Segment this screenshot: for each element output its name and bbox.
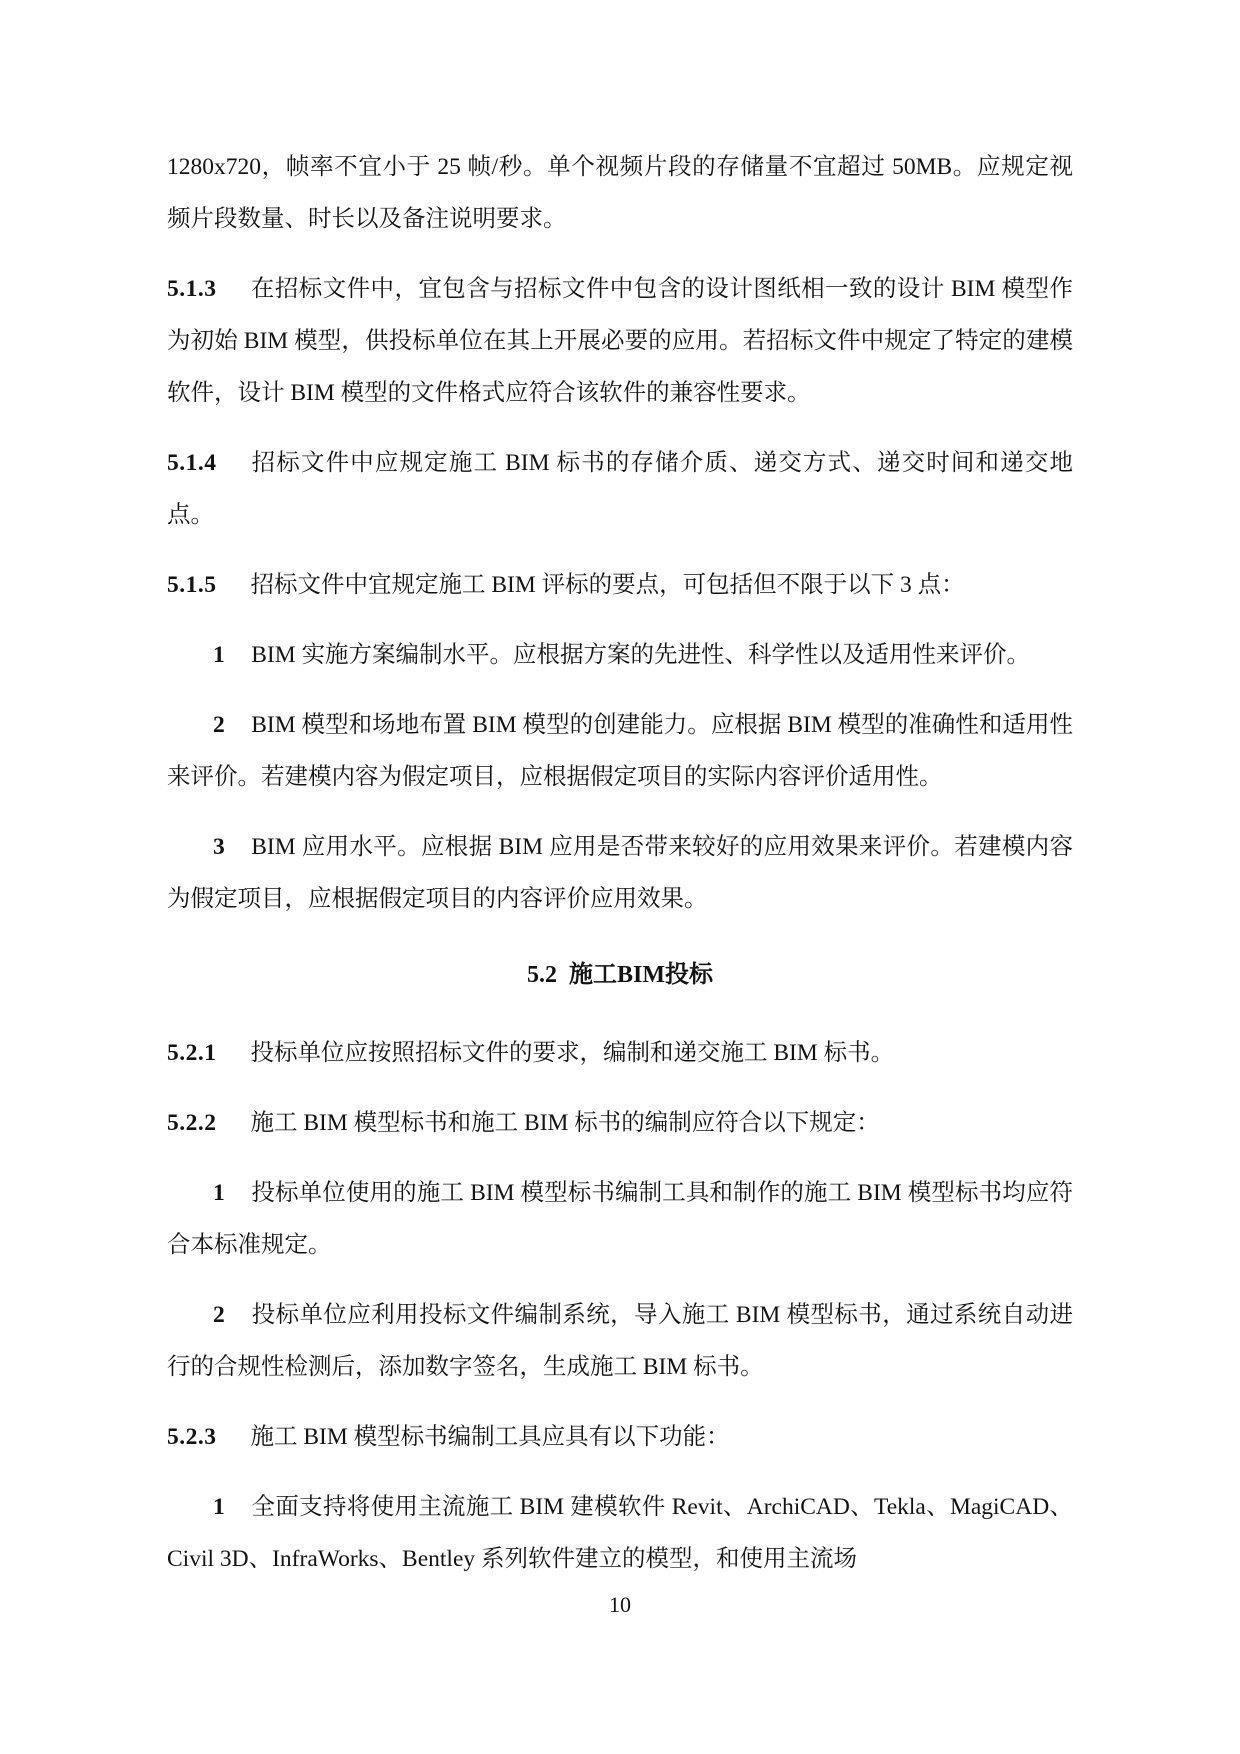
list-item-3 [167, 821, 1073, 925]
clause-text: 投标单位应按照招标文件的要求，编制和递交施工 BIM 标书。 [250, 1040, 895, 1066]
clause-text: 施工 BIM 模型标书和施工 BIM 标书的编制应符合以下规定： [250, 1110, 880, 1136]
item-text: BIM 实施方案编制水平。应根据方案的先进性、科学性以及适用性来评价。 [251, 642, 1031, 668]
section-number: 5.2 [527, 962, 557, 988]
clause-5-1-4 [167, 437, 1073, 541]
page-number: 10 [609, 1592, 631, 1617]
clause-number: 5.1.4 [167, 450, 217, 476]
clause-text: 在招标文件中，宜包含与招标文件中包含的设计图纸相一致的设计 BIM 模型作为初始 BIM 模型，供投标单位在其上开展必要的应用。若招标文件中规定了特定的建模软件，设计 BIM 模型的文件格式应符合该软件的兼容性要求。 [167, 276, 1073, 406]
item-text: BIM 模型和场地布置 BIM 模型的创建能力。应根据 BIM 模型的准确性和适用性来评价。若建模内容为假定项目，应根据假定项目的实际内容评价适用性。 [167, 712, 1073, 790]
item-number: 1 [213, 1494, 226, 1520]
item-number: 1 [213, 642, 226, 668]
section-title: 施工BIM投标 [569, 962, 713, 988]
clause-5-2-2 [167, 1097, 1073, 1149]
list-item-1 [167, 1167, 1073, 1271]
paragraph-continuation [167, 141, 1073, 245]
list-item-1 [167, 629, 1073, 681]
clause-5-1-3 [167, 263, 1073, 419]
item-text: 投标单位使用的施工 BIM 模型标书编制工具和制作的施工 BIM 模型标书均应符合本标准规定。 [167, 1180, 1073, 1258]
clause-text: 施工 BIM 模型标书编制工具应具有以下功能： [250, 1424, 730, 1450]
list-item-2 [167, 1289, 1073, 1393]
item-text: BIM 应用水平。应根据 BIM 应用是否带来较好的应用效果来评价。若建模内容为假定项目，应根据假定项目的内容评价应用效果。 [167, 834, 1073, 912]
paragraph-text: 1280x720，帧率不宜小于 25 帧/秒。单个视频片段的存储量不宜超过 50MB。应规定视频片段数量、时长以及备注说明要求。 [167, 154, 1073, 232]
list-item-1 [167, 1481, 1073, 1585]
clause-5-2-1 [167, 1027, 1073, 1079]
clause-number: 5.2.3 [167, 1424, 217, 1450]
item-number: 1 [213, 1180, 226, 1206]
clause-5-1-5 [167, 559, 1073, 611]
item-number: 2 [213, 712, 226, 738]
clause-number: 5.1.5 [167, 572, 217, 598]
section-heading-5-2 [167, 949, 1073, 1001]
clause-text: 招标文件中应规定施工 BIM 标书的存储介质、递交方式、递交时间和递交地点。 [167, 450, 1073, 528]
item-text: 全面支持将使用主流施工 BIM 建模软件 Revit、ArchiCAD、Tekla、MagiCAD、Civil 3D、InfraWorks、Bentley 系列软件建立的模型，和使用主流场 [167, 1494, 1073, 1572]
item-text: 投标单位应利用投标文件编制系统，导入施工 BIM 模型标书，通过系统自动进行的合规性检测后，添加数字签名，生成施工 BIM 标书。 [167, 1302, 1073, 1380]
item-number: 3 [213, 834, 226, 860]
list-item-2 [167, 699, 1073, 803]
clause-number: 5.2.1 [167, 1040, 217, 1066]
item-number: 2 [213, 1302, 226, 1328]
clause-text: 招标文件中宜规定施工 BIM 评标的要点，可包括但不限于以下 3 点： [250, 572, 965, 598]
clause-number: 5.2.2 [167, 1110, 217, 1136]
clause-5-2-3 [167, 1411, 1073, 1463]
clause-number: 5.1.3 [167, 276, 217, 302]
